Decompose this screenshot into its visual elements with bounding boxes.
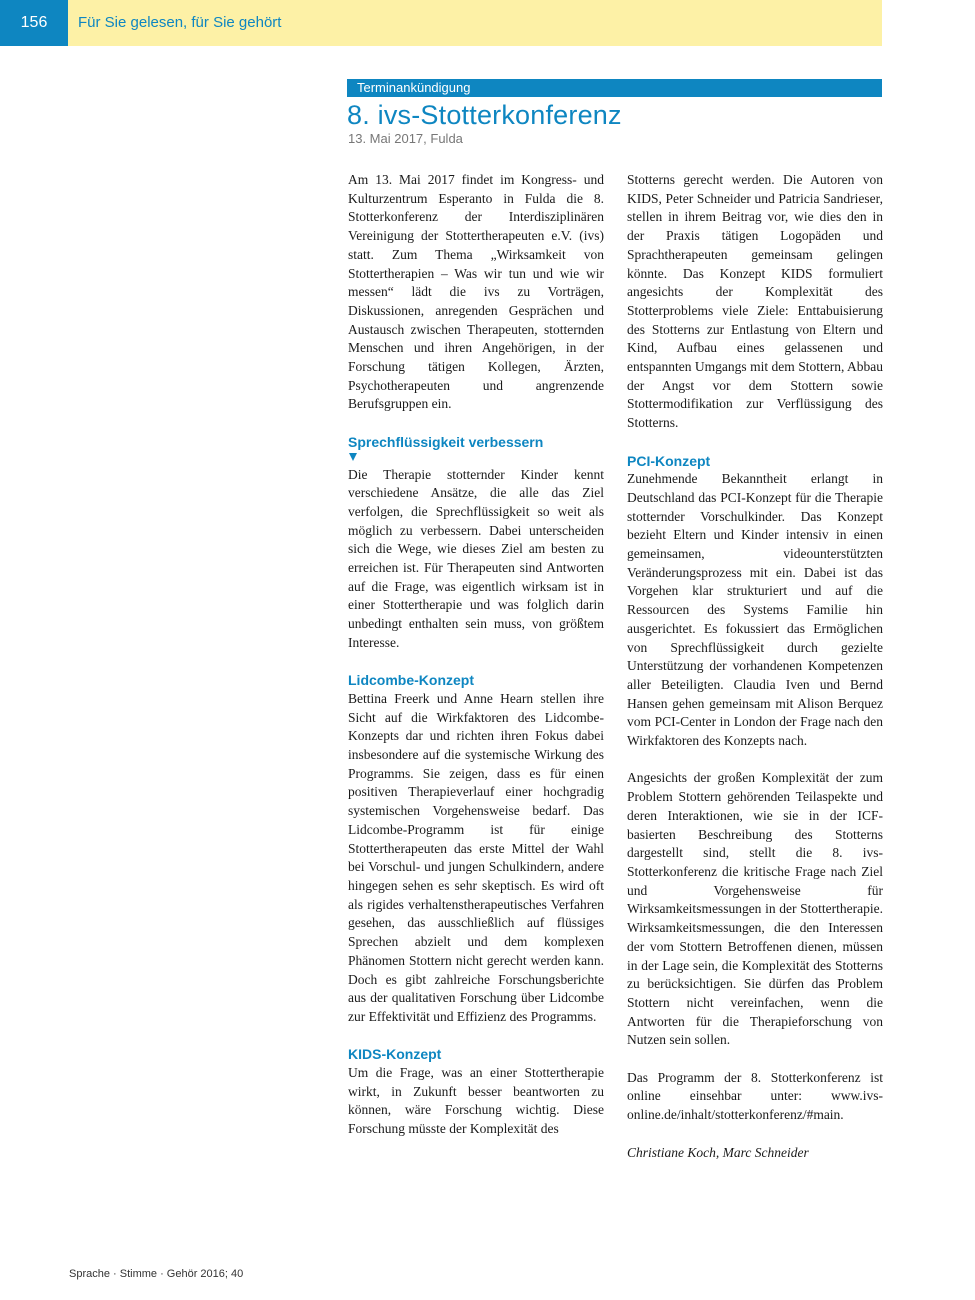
paragraph-program: Das Programm der 8. Stotterkonferenz ist online einsehbar unter: www.ivs-online.de/inhalt/stotterkonferenz/#main. <box>627 1069 883 1123</box>
paragraph-pci: Zunehmende Bekanntheit erlangt in Deutschland das PCI-Konzept für die Therapie stotternder Vorschulkinder. Das Konzept bezieht Eltern und Kinder intensiv in einen gemeinsamen, videounterstützten Veränderungsprozess mit ein. Dabei ist das Vorgehen klar strukturiert und auf die Ressourcen des Systems Familie hin ausgerichtet. Es fokussiert das Ermöglichen von Sprechflüssigkeit durch gezielte Unterstützung der vorhandenen Kompetenzen aller Beteiligten. Claudia Iven und Bernd Hansen gehen gemeinsam mit Alison Berquez vom PCI-Center in London der Frage nach den Wirkfaktoren des Konzepts nach. <box>627 471 883 749</box>
kicker-label: Terminankündigung <box>357 80 471 95</box>
article-subtitle: 13. Mai 2017, Fulda <box>348 131 463 146</box>
paragraph-kids-continued: Stotterns gerecht werden. Die Autoren von KIDS, Peter Schneider und Patricia Sandrieser, stellen in ihrem Beitrag vor, wie dies den in der Praxis tätigen Logopäden und Sprachtherapeuten gemeinsam gelingen könnte. Das Konzept KIDS formuliert angesichts der Komplexität des Stotterproblems viele Ziele: Enttabuisierung des Stotterns zur Entlastung von Eltern und Kind, Aufbau eines gelassenen und entspannten Umgangs mit dem Stottern, Abbau der Angst vor dem Stottern sowie Stottermodifikation zur Verflüssigung des Stotterns. <box>627 172 883 431</box>
article-title: 8. ivs-Stotterkonferenz <box>347 100 622 130</box>
paragraph-sprechfluessigkeit: Die Therapie stotternder Kinder kennt verschiedene Ansätze, die alle das Ziel verfolgen, die Sprechflüssigkeit so weit als möglich zu verbessern. Dabei unterscheiden sich die Wege, wie dieses Ziel am besten zu erreichen ist. Für Therapeuten sind Antworten auf die Frage, was eigentlich wirksam ist in einer Stottertherapie und was folglich darin unbedingt enthalten sein muss, von größtem Interesse. <box>348 466 604 650</box>
kicker-bar <box>347 79 882 97</box>
triangle-down-icon <box>349 453 357 461</box>
author-signature: Christiane Koch, Marc Schneider <box>627 1144 809 1160</box>
left-column <box>348 171 604 1139</box>
heading-kids: KIDS-Konzept <box>348 1046 442 1063</box>
page-number: 156 <box>0 0 68 46</box>
heading-sprechfluessigkeit: Sprechflüssigkeit verbessern <box>348 433 544 450</box>
footer-citation: Sprache · Stimme · Gehör 2016; 40 <box>69 1268 244 1280</box>
paragraph-complexity: Angesichts der großen Komplexität der zum Problem Stottern gehörenden Teilaspekte und deren Interaktionen, wie sie in der ICF-basierten Beschreibung des Stotterns dargestellt sind, stellt die 8. ivs-Stotterkonferenz die kritische Frage nach Ziel und Vorgehensweise für Wirksamkeitsmessungen in der Stottertherapie. Wirksamkeitsmessungen, die den Interessen der vom Stottern Betroffenen dienen, müssen in der Lage sein, die Komplexität des Stotterns zu berücksichtigen. Sie dürfen das Problem Stottern nicht vereinfachen, wenn die Antworten für die Therapieforschung von Nutzen sein sollen. <box>627 770 883 1048</box>
paragraph-lidcombe: Bettina Freerk und Anne Hearn stellen ihre Sicht auf die Wirkfaktoren des Lidcombe-Konzepts dar und richten ihren Fokus dabei insbesondere auf die systemische Wirkung des Programms. Sie zeigen, dass es für einen positiven Therapieverlauf einer hochgradig systemischen Vorgehensweise bedarf. Das Lidcombe-Programm ist für einige Stottertherapeuten das erste Mittel der Wahl bei Vorschul- und jungen Schulkindern, andere hingegen sehen es sehr skeptisch. Es wird oft als rigides verhaltenstherapeutisches Verfahren gesehen, das ausschließlich auf flüssiges Sprechen abzielt und dem komplexen Phänomen Stottern nicht gerecht werden kann. Doch es gibt zahlreiche Forschungsberichte aus der qualitativen Forschung über Lidcombe zur Effektivität und Effizienz des Programms. <box>348 690 604 1024</box>
heading-pci: PCI-Konzept <box>627 452 711 469</box>
section-title: Für Sie gelesen, für Sie gehört <box>78 14 282 31</box>
right-column <box>627 171 883 1162</box>
intro-paragraph: Am 13. Mai 2017 findet im Kongress- und Kulturzentrum Esperanto in Fulda die 8. Stotterkonferenz der Interdisziplinären Vereinigung der Stottertherapeuten e.V. (ivs) statt. Zum Thema „Wirksamkeit von Stottertherapien – Was wir tun und wie wir messen“ lädt die ivs zu Vorträgen, Diskussionen, anregenden Gesprächen und Austausch zwischen Therapeuten, stotternden Menschen und ihren Angehörigen, in der Forschung tätigen Kollegen, Ärzten, Psychotherapeuten und angrenzende Berufsgruppen ein. <box>348 172 604 412</box>
paragraph-kids: Um die Frage, was an einer Stottertherapie wirkt, in Zukunft besser beantworten zu können, wäre Forschung wichtig. Diese Forschung müsste der Komplexität des <box>348 1065 604 1137</box>
heading-lidcombe: Lidcombe-Konzept <box>348 672 474 689</box>
